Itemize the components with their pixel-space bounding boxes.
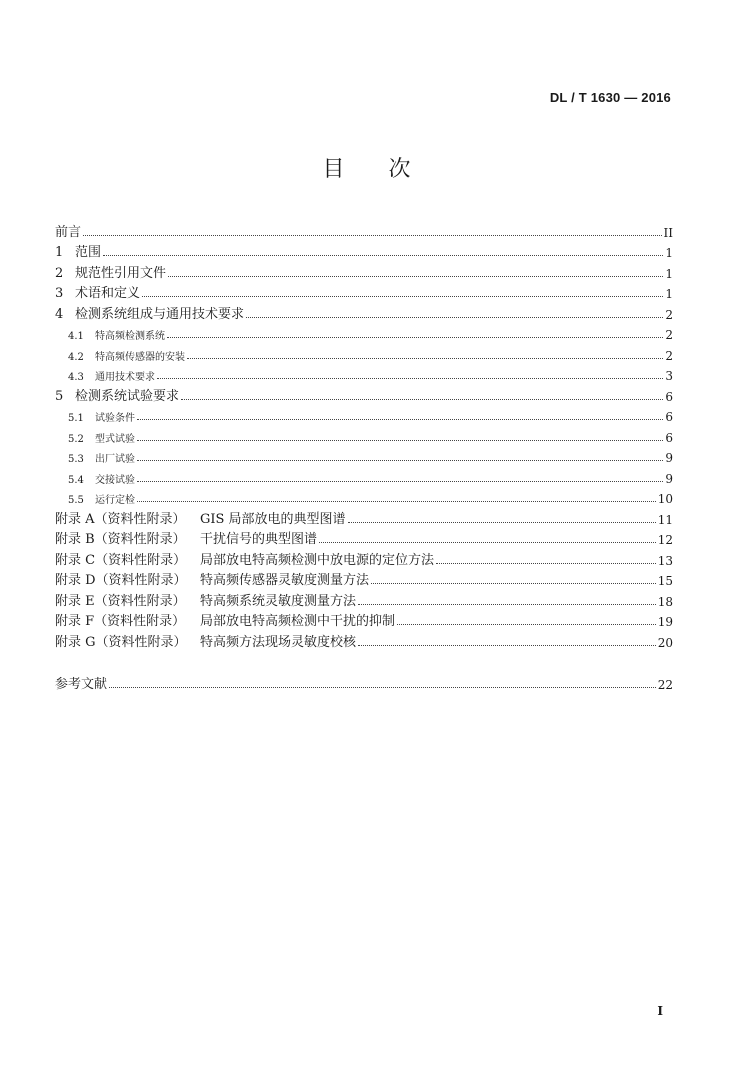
toc-entry[interactable]	[55, 281, 673, 302]
toc-entry-label: 特高频系统灵敏度测量方法	[200, 593, 357, 609]
toc-entry-number: 1	[55, 245, 64, 260]
toc-leader-dots	[137, 419, 663, 420]
toc-leader-dots	[436, 563, 656, 564]
toc-entry[interactable]	[55, 219, 673, 240]
toc-entry-page: 11	[657, 512, 673, 527]
toc-entry-number: 附录 G（资料性附录）	[55, 634, 187, 650]
toc-entry-number: 附录 D（资料性附录）	[55, 573, 187, 588]
toc-entry-label: 特高频方法现场灵敏度校核	[200, 634, 357, 650]
toc-leader-dots	[348, 522, 656, 523]
toc-entry[interactable]	[55, 260, 673, 281]
toc-entry[interactable]	[55, 672, 673, 693]
toc-entry-number: 4	[55, 306, 64, 322]
toc-entry-number: 5.1	[68, 413, 84, 424]
toc-entry[interactable]	[55, 547, 673, 568]
toc-entry-page: 19	[657, 615, 673, 629]
standard-code: DL / T 1630 — 2016	[549, 90, 671, 105]
toc-entry-number: 2	[55, 265, 64, 281]
toc-entry-label: 术语和定义	[75, 286, 141, 301]
toc-entry-number: 5.2	[68, 433, 84, 445]
toc-leader-dots	[167, 337, 663, 338]
toc-leader-dots	[371, 583, 656, 584]
toc-entry-label: 规范性引用文件	[75, 265, 167, 281]
toc-entry[interactable]	[55, 527, 673, 548]
toc-entry-page: 22	[657, 678, 673, 692]
table-of-contents	[55, 219, 673, 692]
toc-entry[interactable]	[55, 465, 673, 486]
toc-entry-page: 12	[657, 533, 673, 547]
toc-entry[interactable]	[55, 629, 673, 650]
toc-leader-dots	[137, 440, 663, 441]
toc-entry-number: 5	[55, 388, 64, 404]
toc-entry-label: 范围	[75, 245, 102, 260]
toc-entry-page: 2	[665, 328, 673, 342]
toc-entry-page: 2	[665, 307, 673, 322]
toc-entry[interactable]	[55, 240, 673, 261]
toc-entry[interactable]	[55, 588, 673, 609]
toc-entry-number: 3	[55, 286, 64, 301]
toc-entry-page: 6	[665, 430, 673, 445]
toc-entry[interactable]	[55, 342, 673, 363]
toc-entry[interactable]	[55, 383, 673, 404]
toc-entry-label: 检测系统组成与通用技术要求	[75, 306, 245, 322]
toc-entry-label: 参考文献	[55, 677, 108, 692]
toc-entry-label: GIS 局部放电的典型图谱	[200, 511, 346, 527]
toc-entry-page: 10	[657, 492, 673, 506]
toc-leader-dots	[246, 317, 663, 318]
toc-leader-dots	[358, 645, 656, 646]
toc-leader-dots	[187, 358, 663, 359]
toc-entry[interactable]	[55, 363, 673, 384]
toc-leader-dots	[319, 542, 656, 543]
toc-entry-label: 运行定检	[95, 495, 135, 506]
toc-entry-page: 1	[665, 287, 673, 301]
toc-leader-dots	[358, 604, 656, 605]
toc-entry-label: 前言	[55, 224, 82, 240]
toc-entry-page: 13	[657, 553, 673, 568]
toc-entry-page: 9	[665, 471, 673, 486]
toc-entry[interactable]	[55, 609, 673, 630]
toc-entry-label: 试验条件	[95, 413, 135, 424]
toc-leader-dots	[397, 624, 656, 625]
toc-entry[interactable]	[55, 486, 673, 507]
toc-entry-number: 5.5	[68, 495, 84, 506]
toc-entry-page: 1	[665, 266, 673, 281]
toc-entry-page: 2	[665, 348, 673, 363]
toc-entry-page: 3	[665, 369, 673, 383]
toc-entry-label: 局部放电特高频检测中干扰的抑制	[200, 614, 396, 629]
toc-entry[interactable]	[55, 568, 673, 589]
toc-entry-page: 6	[665, 389, 673, 404]
toc-entry-page: 15	[657, 574, 673, 588]
toc-entry-page: 6	[665, 410, 673, 424]
toc-entry-page: 9	[665, 451, 673, 465]
toc-entry[interactable]	[55, 404, 673, 425]
toc-entry-number: 附录 A（资料性附录）	[55, 511, 186, 527]
toc-entry-number: 4.2	[68, 351, 84, 363]
toc-entry-label: 干扰信号的典型图谱	[200, 532, 318, 547]
toc-entry-number: 附录 C（资料性附录）	[55, 552, 187, 568]
toc-entry-label: 检测系统试验要求	[75, 388, 180, 404]
toc-entry[interactable]	[55, 445, 673, 466]
toc-entry-page: 1	[665, 246, 673, 260]
toc-leader-dots	[142, 296, 663, 297]
toc-leader-dots	[137, 460, 663, 461]
toc-entry[interactable]	[55, 424, 673, 445]
toc-entry[interactable]	[55, 506, 673, 527]
toc-leader-dots	[157, 378, 663, 379]
toc-entry-page: II	[663, 225, 673, 240]
toc-leader-dots	[137, 481, 663, 482]
page-title: 目次	[322, 157, 455, 182]
toc-entry-number: 4.1	[68, 331, 84, 342]
toc-entry-number: 5.4	[68, 474, 84, 486]
toc-entry-label: 通用技术要求	[95, 372, 155, 383]
toc-leader-dots	[83, 235, 662, 236]
page-number: I	[657, 1004, 663, 1018]
toc-entry-number: 附录 F（资料性附录）	[55, 614, 186, 629]
toc-leader-dots	[103, 255, 663, 256]
toc-entry-label: 交接试验	[95, 474, 135, 486]
toc-leader-dots	[109, 687, 656, 688]
toc-entry-label: 特高频传感器的安装	[95, 351, 185, 363]
toc-entry-label: 局部放电特高频检测中放电源的定位方法	[200, 552, 435, 568]
toc-entry-page: 18	[657, 594, 673, 609]
toc-leader-dots	[168, 276, 663, 277]
toc-entry-number: 附录 B（资料性附录）	[55, 532, 186, 547]
toc-leader-dots	[137, 501, 656, 502]
toc-entry-number: 5.3	[68, 454, 84, 465]
toc-entry-number: 附录 E（资料性附录）	[55, 593, 186, 609]
toc-entry-label: 特高频传感器灵敏度测量方法	[200, 573, 370, 588]
toc-entry[interactable]	[55, 322, 673, 343]
toc-entry-label: 出厂试验	[95, 454, 135, 465]
toc-entry[interactable]	[55, 301, 673, 322]
toc-leader-dots	[181, 399, 663, 400]
toc-entry-label: 特高频检测系统	[95, 331, 165, 342]
toc-entry-label: 型式试验	[95, 433, 135, 445]
toc-entry-number: 4.3	[68, 372, 84, 383]
toc-entry-page: 20	[657, 635, 673, 650]
